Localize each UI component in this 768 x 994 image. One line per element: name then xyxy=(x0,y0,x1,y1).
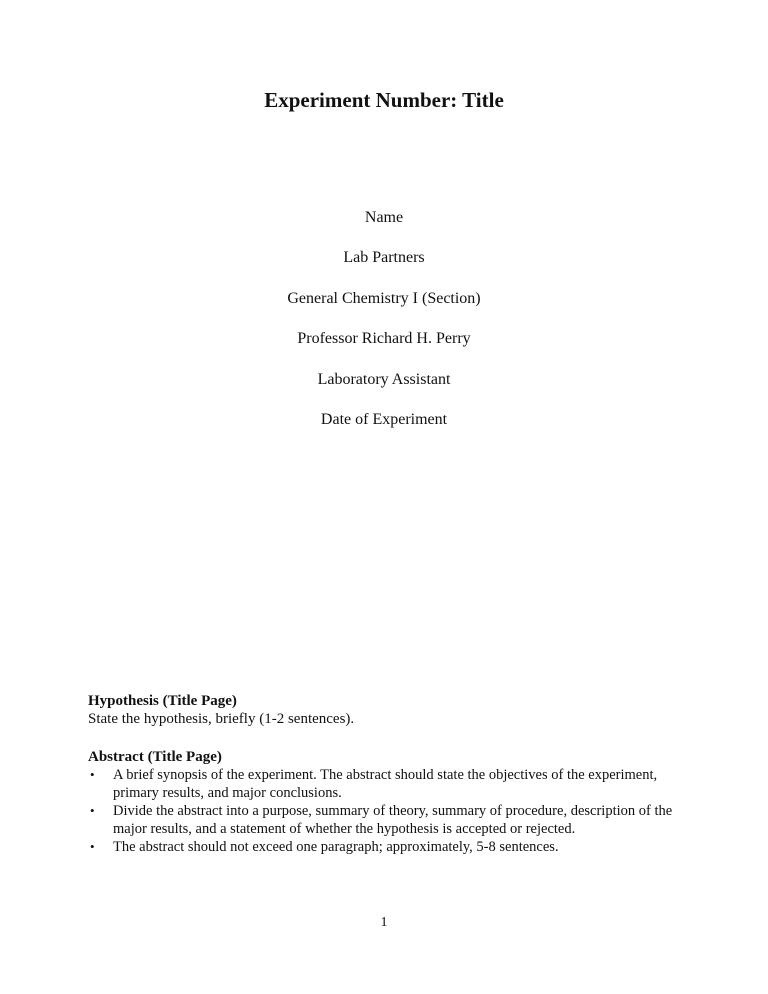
abstract-bullet-list xyxy=(88,766,698,856)
bullet-text: Divide the abstract into a purpose, summary of theory, summary of procedure, description of the major results, and a statement of whether the hypothesis is accepted or rejected. xyxy=(113,803,673,837)
list-item xyxy=(88,766,698,802)
date-line: Date of Experiment xyxy=(320,411,448,428)
list-item xyxy=(88,802,698,838)
course-line: General Chemistry I (Section) xyxy=(287,290,481,307)
hypothesis-body: State the hypothesis, briefly (1-2 sentences). xyxy=(88,711,355,727)
list-item xyxy=(88,838,698,856)
document-title: Experiment Number: Title xyxy=(264,88,504,112)
page-number: 1 xyxy=(380,915,388,930)
bullet-text: A brief synopsis of the experiment. The abstract should state the objectives of the experiment, primary results, and major conclusions. xyxy=(113,767,658,801)
hypothesis-heading: Hypothesis (Title Page) xyxy=(88,693,237,709)
lab-partners-line: Lab Partners xyxy=(343,249,425,266)
name-line: Name xyxy=(364,209,404,226)
bullet-icon: • xyxy=(90,803,95,818)
bullet-text: The abstract should not exceed one paragraph; approximately, 5-8 sentences. xyxy=(113,839,559,855)
abstract-heading: Abstract (Title Page) xyxy=(88,749,222,765)
professor-line: Professor Richard H. Perry xyxy=(297,330,471,347)
lab-assistant-line: Laboratory Assistant xyxy=(317,371,451,388)
bullet-icon: • xyxy=(90,767,95,782)
bullet-icon: • xyxy=(90,839,95,854)
